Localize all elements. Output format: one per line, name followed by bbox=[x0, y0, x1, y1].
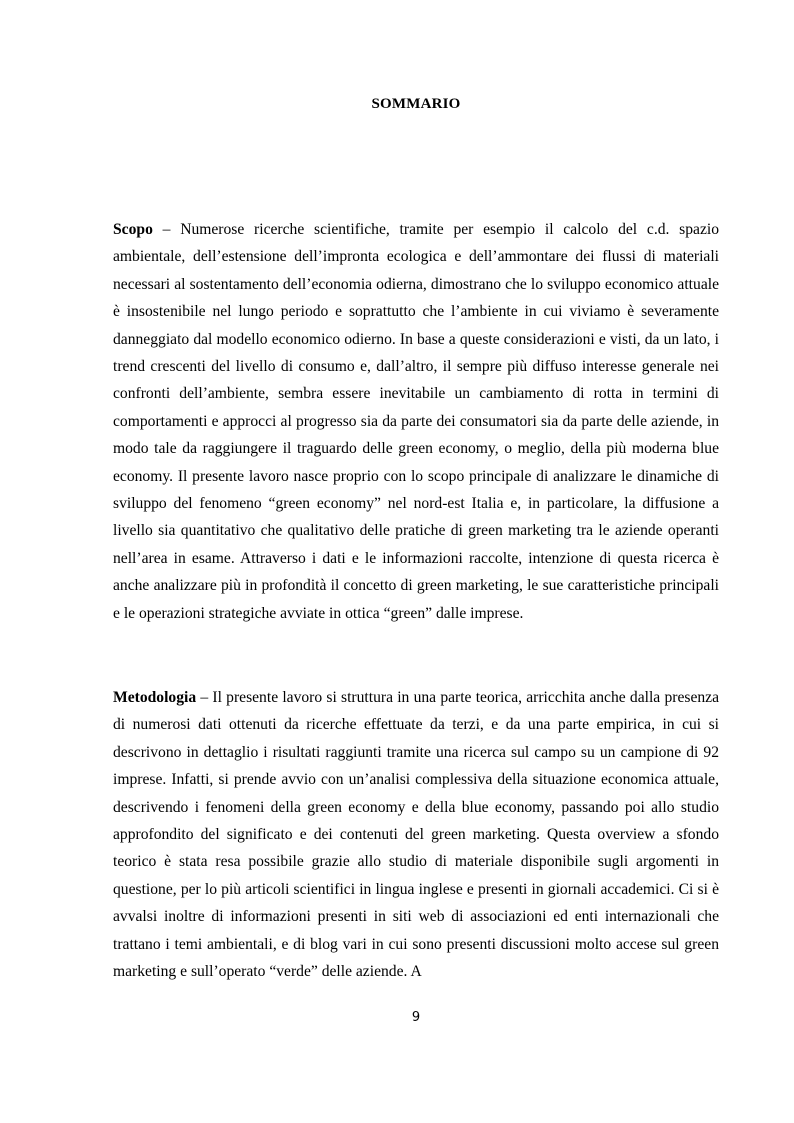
section-metodologia bbox=[113, 684, 719, 985]
section-body-scopo: Numerose ricerche scientifiche, tramite per esempio il calcolo del c.d. spazio ambientale, dell’estensione dell’impronta ecologica e dell’ammontare dei flussi di materiali necessari al sostentamento dell’economia odierna, dimostrano che lo sviluppo economico attuale è insostenibile nel lungo periodo e soprattutto che l’ambiente in cui viviamo è severamente danneggiato dal modello economico odierno. In base a queste considerazioni e visti, da un lato, i trend crescenti del livello di consumo e, dall’altro, il sempre più diffuso interesse generale nei confronti dell’ambiente, sembra essere inevitabile un cambiamento di rotta in termini di comportamenti e approcci al progresso sia da parte dei consumatori sia da parte delle aziende, in modo tale da raggiungere il traguardo delle green economy, o meglio, della più moderna blue economy. Il presente lavoro nasce proprio con lo scopo principale di analizzare le dinamiche di sviluppo del fenomeno “green economy” nel nord-est Italia e, in particolare, la diffusione a livello sia quantitativo che qualitativo delle pratiche di green marketing tra le aziende operanti nell’area in esame. Attraverso i dati e le informazioni raccolte, intenzione di questa ricerca è anche analizzare più in profondità il concetto di green marketing, le sue caratteristiche principali e le operazioni strategiche avviate in ottica “green” dalle imprese. bbox=[113, 221, 720, 622]
section-body-metodologia: Il presente lavoro si struttura in una parte teorica, arricchita anche dalla presenza di numerosi dati ottenuti da ricerche effettuate da terzi, e da una parte empirica, in cui si descrivono in dettaglio i risultati raggiunti tramite una ricerca sul campo su un campione di 92 imprese. Infatti, si prende avvio con un’analisi complessiva della situazione economica attuale, descrivendo i fenomeni della green economy e della blue economy, passando poi allo studio approfondito del significato e dei contenuti del green marketing. Questa overview a sfondo teorico è stata resa possibile grazie allo studio di materiale disponibile sugli argomenti in questione, per lo più articoli scientifici in lingua inglese e presenti in giornali accademici. Ci si è avvalsi inoltre di informazioni presenti in siti web di associazioni ed enti internazionali che trattano i temi ambientali, e di blog vari in cui sono presenti discussioni molto accese sul green marketing e sull’operato “verde” delle aziende. A bbox=[113, 689, 719, 981]
page-title: SOMMARIO bbox=[371, 96, 461, 112]
page-number: 9 bbox=[411, 1010, 421, 1025]
heading-separator: – bbox=[152, 221, 181, 238]
section-scopo bbox=[113, 216, 719, 627]
section-heading-metodologia: Metodologia bbox=[113, 689, 197, 706]
heading-separator: – bbox=[196, 689, 213, 706]
section-heading-scopo: Scopo bbox=[113, 221, 153, 238]
